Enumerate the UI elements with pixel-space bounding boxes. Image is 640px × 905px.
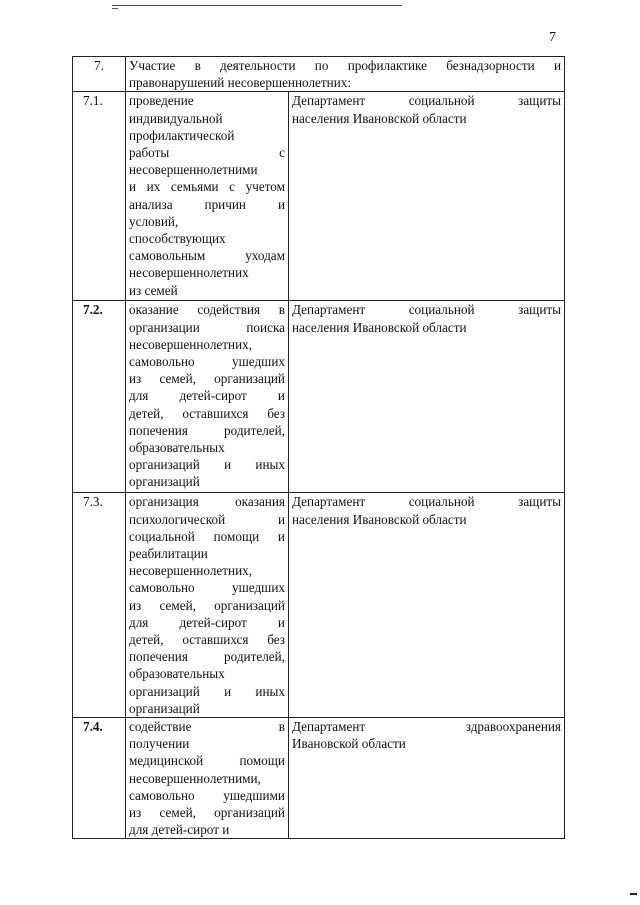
executor-line: Департамент социальной защиты xyxy=(292,494,562,510)
executor-cell xyxy=(289,92,565,301)
executor-line: населения Ивановской области xyxy=(292,110,467,126)
executor-line: Ивановской области xyxy=(292,736,406,752)
table-row xyxy=(73,718,565,839)
activity-line: из семей xyxy=(129,282,178,298)
executor-line: Департамент социальной защиты xyxy=(292,93,562,109)
activity-line: содействие в xyxy=(129,719,285,735)
activity-cell xyxy=(126,301,289,493)
row-number: 7.4. xyxy=(73,718,126,839)
measures-table xyxy=(72,56,565,839)
activity-line: попечения родителей, xyxy=(129,649,285,665)
activity-line: самовольно ушедшими xyxy=(129,787,285,803)
activity-line: несовершеннолетних, xyxy=(129,336,253,352)
row-number: 7.2. xyxy=(73,301,126,493)
executor-cell xyxy=(289,493,565,718)
activity-line: для детей-сирот и xyxy=(129,388,285,404)
executor-line: Департамент социальной защиты xyxy=(292,302,562,318)
activity-line: организаций и иных xyxy=(129,683,285,699)
section-row xyxy=(73,57,565,92)
executor-line: населения Ивановской области xyxy=(292,511,467,527)
section-number: 7. xyxy=(73,57,126,92)
activity-cell xyxy=(126,92,289,301)
activity-line: несовершеннолетними, xyxy=(129,770,261,786)
activity-line: организаций xyxy=(129,700,200,716)
margin-mark xyxy=(630,893,637,895)
activity-line: проведение xyxy=(129,93,194,109)
activity-line: попечения родителей, xyxy=(129,422,285,438)
top-rule-stub xyxy=(112,8,118,9)
executor-line: населения Ивановской области xyxy=(292,319,467,335)
executor-line: Департамент здравоохранения xyxy=(292,719,562,735)
page-number: 7 xyxy=(549,30,556,45)
activity-line: для детей-сирот и xyxy=(129,822,230,838)
activity-line: медицинской помощи xyxy=(129,753,285,769)
activity-line: оказание содействия в xyxy=(129,302,285,318)
activity-line: для детей-сирот и xyxy=(129,614,285,630)
activity-line: условий, xyxy=(129,213,179,229)
row-number: 7.1. xyxy=(73,92,126,301)
activity-line: образовательных xyxy=(129,666,225,682)
top-rule xyxy=(112,5,402,6)
activity-line: работы с xyxy=(129,145,285,161)
activity-cell xyxy=(126,493,289,718)
activity-line: организаций и иных xyxy=(129,457,285,473)
activity-line: из семей, организаций xyxy=(129,371,285,387)
activity-line: получении xyxy=(129,736,190,752)
activity-line: организация оказания xyxy=(129,494,285,510)
activity-line: детей, оставшихся без xyxy=(129,632,285,648)
activity-line: образовательных xyxy=(129,440,225,456)
activity-line: психологической и xyxy=(129,511,285,527)
table-row xyxy=(73,301,565,493)
activity-line: несовершеннолетними xyxy=(129,162,258,178)
executor-cell xyxy=(289,718,565,839)
table-row xyxy=(73,92,565,301)
activity-line: индивидуальной xyxy=(129,110,223,126)
activity-line: профилактической xyxy=(129,127,235,143)
activity-line: способствующих xyxy=(129,231,226,247)
section-title: Участие в деятельности по профилактике безнадзорности и правонарушений несовершеннолетних: xyxy=(126,57,565,92)
activity-line: организаций xyxy=(129,474,200,490)
activity-line: и их семьями с учетом xyxy=(129,179,285,195)
table-row xyxy=(73,493,565,718)
activity-line: несовершеннолетних xyxy=(129,265,249,281)
activity-line: реабилитации xyxy=(129,546,208,562)
row-number: 7.3. xyxy=(73,493,126,718)
activity-line: из семей, организаций xyxy=(129,597,285,613)
activity-line: анализа причин и xyxy=(129,196,285,212)
activity-line: самовольным уходам xyxy=(129,248,285,264)
activity-line: организации поиска xyxy=(129,319,285,335)
activity-line: социальной помощи и xyxy=(129,528,285,544)
activity-line: самовольно ушедших xyxy=(129,580,285,596)
activity-cell xyxy=(126,718,289,839)
activity-line: детей, оставшихся без xyxy=(129,405,285,421)
activity-line: из семей, организаций xyxy=(129,805,285,821)
executor-cell xyxy=(289,301,565,493)
activity-line: несовершеннолетних, xyxy=(129,563,253,579)
activity-line: самовольно ушедших xyxy=(129,354,285,370)
